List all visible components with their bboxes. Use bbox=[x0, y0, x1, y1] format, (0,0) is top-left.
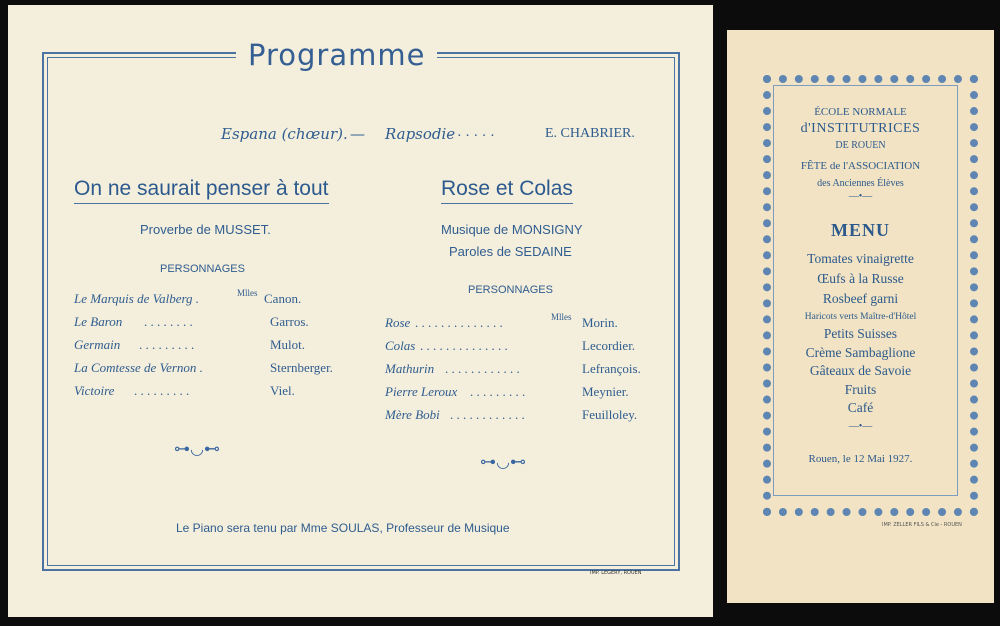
play2-actor-3: Meynier. bbox=[582, 384, 629, 399]
opening-second: Rapsodie bbox=[385, 125, 456, 143]
play2-actor-2: Lefrançois. bbox=[582, 361, 641, 376]
opening-dash: — bbox=[350, 125, 365, 143]
play1-role-1: Le Baron bbox=[74, 314, 123, 329]
play2-dots-1: . . . . . . . . . . . . . . bbox=[420, 338, 508, 353]
play2-role-2: Mathurin bbox=[385, 361, 435, 376]
play1-subtitle: Proverbe de MUSSET. bbox=[140, 222, 271, 237]
programme-title: Programme bbox=[236, 38, 437, 72]
menu-item-5: Crème Sambaglione bbox=[805, 345, 916, 360]
opening-work: Espana (chœur). bbox=[221, 125, 348, 143]
programme-sheet bbox=[8, 5, 713, 617]
menu-header-1: d'INSTITUTRICES bbox=[800, 121, 921, 136]
play1-role-4: Victoire bbox=[74, 383, 115, 398]
menu-divider-2-icon: —•— bbox=[848, 421, 873, 432]
menu-item-8: Café bbox=[847, 400, 874, 415]
play2-dots-0: . . . . . . . . . . . . . . bbox=[415, 315, 503, 330]
play1-actor-1: Garros. bbox=[270, 314, 309, 329]
play1-actor-3: Sternberger. bbox=[270, 360, 333, 375]
play2-actor-0: Morin. bbox=[582, 315, 618, 330]
play2-title: Rose et Colas bbox=[441, 177, 573, 204]
play2-line2: Paroles de SEDAINE bbox=[449, 244, 572, 259]
play2-dots-2: . . . . . . . . . . . . bbox=[445, 361, 520, 376]
menu-item-1: Œufs à la Russe bbox=[817, 271, 904, 286]
menu-item-6: Gâteaux de Savoie bbox=[809, 363, 912, 378]
play1-actor-4: Viel. bbox=[270, 383, 295, 398]
menu-item-4: Petits Suisses bbox=[823, 326, 898, 341]
programme-printer: IMP. LEGERY, ROUEN bbox=[590, 570, 642, 576]
menu-header-2: DE ROUEN bbox=[835, 140, 886, 151]
play2-dots-4: . . . . . . . . . . . . bbox=[450, 407, 525, 422]
play1-role-3: La Comtesse de Vernon . bbox=[74, 360, 203, 375]
play2-role-4: Mère Bobi bbox=[385, 407, 440, 422]
menu-header-4: des Anciennes Élèves bbox=[817, 178, 904, 189]
play2-role-3: Pierre Leroux bbox=[385, 384, 458, 399]
play2-actor-1: Lecordier. bbox=[582, 338, 636, 353]
play1-personnages: PERSONNAGES bbox=[160, 263, 245, 275]
play1-role-2: Germain bbox=[74, 337, 121, 352]
play2-line1: Musique de MONSIGNY bbox=[441, 222, 583, 237]
play1-dots-1: . . . . . . . . bbox=[144, 314, 193, 329]
play2-prefix-0: Mlles bbox=[551, 312, 572, 322]
menu-divider-1-icon: —•— bbox=[848, 191, 873, 202]
programme-footer: Le Piano sera tenu par Mme SOULAS, Professeur de Musique bbox=[176, 521, 510, 535]
play1-dots-4: . . . . . . . . . bbox=[134, 383, 190, 398]
menu-item-7: Fruits bbox=[844, 382, 877, 397]
menu-header-0: ÉCOLE NORMALE bbox=[814, 106, 907, 118]
play2-role-1: Colas bbox=[385, 338, 416, 353]
menu-title: MENU bbox=[831, 220, 890, 240]
opening-dots: . . . . . . bbox=[449, 125, 495, 140]
play2-dots-3: . . . . . . . . . bbox=[470, 384, 526, 399]
play1-actor-2: Mulot. bbox=[270, 337, 306, 352]
menu-item-3: Haricots verts Maître-d'Hôtel bbox=[804, 312, 917, 322]
play1-dots-2: . . . . . . . . . bbox=[139, 337, 195, 352]
menu-date: Rouen, le 12 Mai 1927. bbox=[808, 453, 913, 465]
play2-ornament-icon: ⊶◡⊷ bbox=[480, 452, 526, 471]
play1-ornament-icon: ⊶◡⊷ bbox=[174, 439, 220, 458]
menu-card bbox=[727, 30, 994, 603]
menu-item-2: Rosbeef garni bbox=[822, 291, 899, 306]
play2-actor-4: Feuilloley. bbox=[582, 407, 638, 422]
play1-title: On ne saurait penser à tout bbox=[74, 177, 329, 204]
play2-personnages: PERSONNAGES bbox=[468, 284, 553, 296]
play2-role-0: Rose bbox=[385, 315, 411, 330]
opening-composer: E. CHABRIER. bbox=[545, 126, 635, 141]
menu-header-3: FÊTE de l'ASSOCIATION bbox=[800, 160, 921, 172]
play1-role-0: Le Marquis de Valberg . bbox=[74, 291, 200, 306]
menu-printer: IMP. ZELLER FILS & Cie - ROUEN bbox=[882, 522, 962, 528]
menu-item-0: Tomates vinaigrette bbox=[807, 251, 914, 266]
play1-actor-0: Canon. bbox=[264, 291, 302, 306]
play1-prefix-0: Mlles bbox=[237, 288, 258, 298]
